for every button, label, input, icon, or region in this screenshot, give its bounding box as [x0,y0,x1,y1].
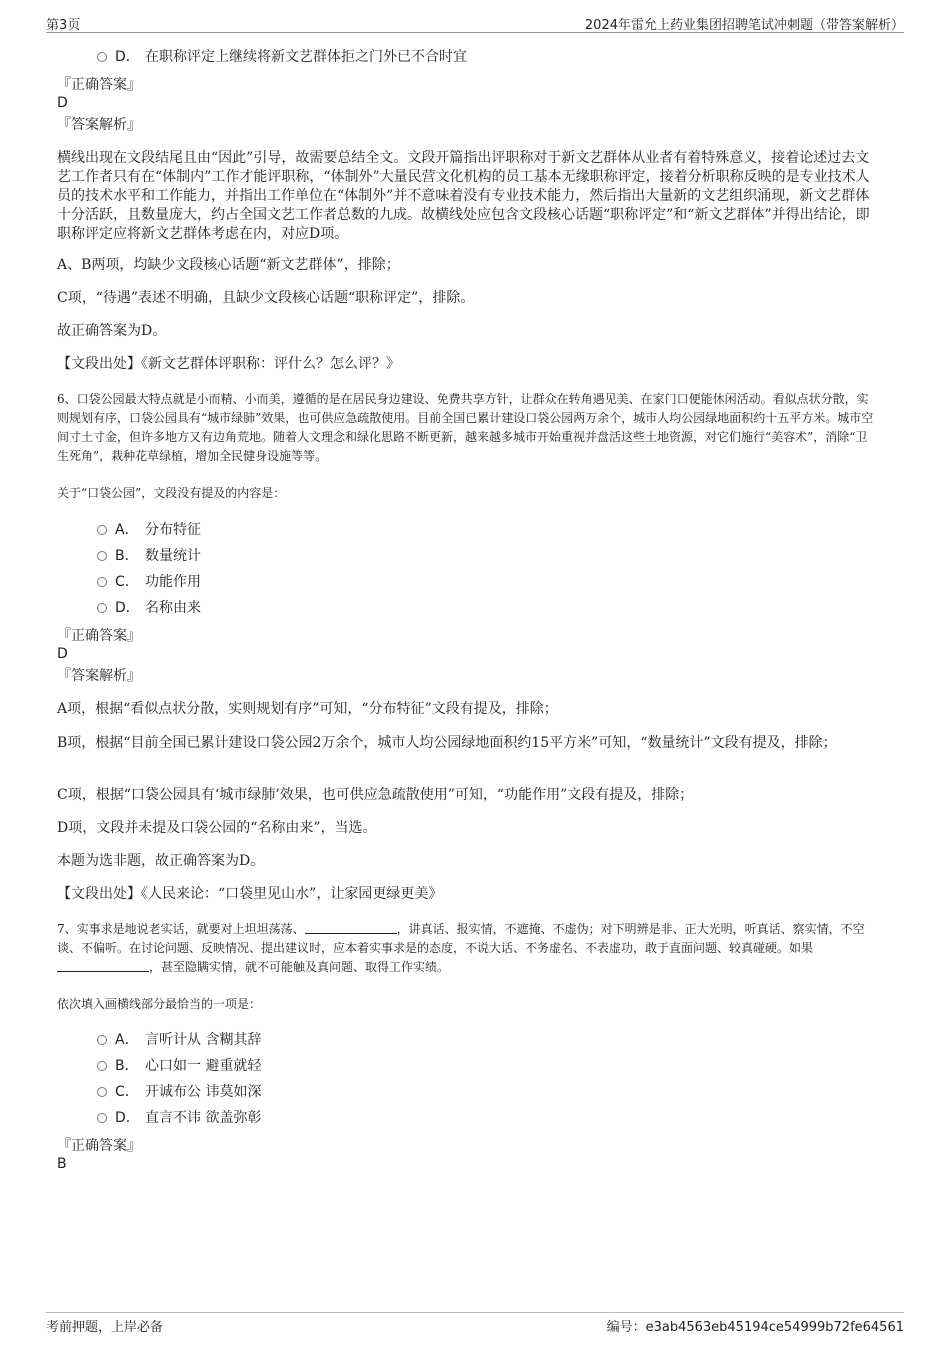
q5-analysis-label: 『答案解析』 [57,117,141,133]
q7-option-a[interactable]: A． 言听计从 含糊其辞 [97,1031,261,1049]
q7-answer: B [57,1156,67,1172]
q7-option-d[interactable]: D． 直言不讳 欲盖弥彰 [97,1109,261,1127]
q6-analysis-b: B项，根据“目前全国已累计建设口袋公园2万余个，城市人均公园绿地面积约15平方米”可知，“数量统计”文段有提及，排除； [57,735,837,751]
q6-question: 关于“口袋公园”，文段没有提及的内容是： [57,486,286,500]
q5-analysis-ab: A、B两项，均缺少文段核心话题“新文艺群体”，排除； [57,257,400,273]
q6-option-d[interactable]: D． 名称由来 [97,599,201,617]
q7-option-b[interactable]: B． 心口如一 避重就轻 [97,1057,261,1075]
q7-option-c[interactable]: C． 开诚布公 讳莫如深 [97,1083,261,1101]
q6-conclusion: 本题为选非题，故正确答案为D。 [57,853,265,869]
page-number: 第3页 [46,18,81,33]
q6-answer: D [57,646,68,662]
radio-icon[interactable] [97,1113,107,1123]
q7-answer-label: 『正确答案』 [57,1138,141,1154]
q6-option-c[interactable]: C． 功能作用 [97,573,201,591]
radio-icon[interactable] [97,1035,107,1045]
q6-option-a[interactable]: A． 分布特征 [97,521,201,539]
document-title: 2024年雷允上药业集团招聘笔试冲刺题（带答案解析） [584,18,904,33]
q6-analysis-d: D项，文段并未提及口袋公园的“名称由来”，当选。 [57,820,377,836]
q5-source: 【文段出处】《新文艺群体评职称：评什么？怎么评？》 [57,356,400,372]
footer-slogan: 考前押题，上岸必备 [46,1320,164,1335]
q7-question: 依次填入画横线部分最恰当的一项是： [57,997,262,1011]
q6-source: 【文段出处】《人民来论：“口袋里见山水”，让家园更绿更美》 [57,886,443,902]
radio-icon[interactable] [97,525,107,535]
q5-answer: D [57,95,68,111]
q5-analysis-text: 横线出现在文段结尾且由“因此”引导，故需要总结全文。文段开篇指出评职称对于新文艺群体从业者有着特殊意义，接着论述过去文艺工作者只有在“体制内”工作才能评职称，“体制外”大量民营文化机构的员工基本无缘职称评定，接着分析职称反映的是专业技术人员的技术水平和工作能力，并指出工作单位在“体制外”并不意味着没有专业技术能力，然后指出大量新的文艺组织涌现，新文艺群体十分活跃，且数量庞大，约占全国文艺工作者总数的九成。故横线处应包含文段核心话题“职称评定”和“新文艺群体”并得出结论，即职称评定应将新文艺群体考虑在内，对应D项。 [57,150,870,242]
q7-stem: 7、实事求是地说老实话，就要对上坦坦荡荡、 ，讲真话、报实情，不遮掩、不虚伪；对下明辨是非、正大光明，听真话、察实情，不空谈、不偏听。在讨论问题、反映情况、提出建议时，应本着实事求是的态度，不说大话、不务虚名、不表虚功，敢于直面问题、较真碰硬。如果，甚至隐瞒实情，就不可能触及真问题、取得工作实绩。 [57,922,865,974]
document-code: 编号：e3ab4563eb45194ce54999b72fe64561 [606,1320,904,1335]
q5-option-d[interactable]: D． 在职称评定上继续将新文艺群体拒之门外已不合时宜 [97,48,467,66]
q6-option-b[interactable]: B． 数量统计 [97,547,201,565]
q6-analysis-c: C项，根据“口袋公园具有‘城市绿肺’效果，也可供应急疏散使用”可知，“功能作用”文段有提及，排除； [57,787,694,803]
page-header [46,12,904,33]
blank-1 [305,921,397,934]
q6-analysis-a: A项，根据“看似点状分散，实则规划有序”可知，“分布特征”文段有提及，排除； [57,701,558,717]
q6-answer-label: 『正确答案』 [57,628,141,644]
q6-stem: 6、口袋公园最大特点就是小而精、小而美，遵循的是在居民身边建设、免费共享方针，让群众在转角遇见美、在家门口便能休闲活动。看似点状分散，实则规划有序，口袋公园具有“城市绿肺”效果，也可供应急疏散使用。目前全国已累计建设口袋公园两万余个，城市人均公园绿地面积约十五平方米。城市空间寸土寸金，但许多地方又有边角荒地。随着人文理念和绿化思路不断更新，越来越多城市开始重视并盘活这些土地资源，对它们施行“美容术”，消除“卫生死角”，栽种花草绿植，增加全民健身设施等等。 [57,392,874,463]
q6-analysis-label: 『答案解析』 [57,668,141,684]
q5-analysis-c: C项，“待遇”表述不明确，且缺少文段核心话题“职称评定”，排除。 [57,290,475,306]
radio-icon[interactable] [97,1087,107,1097]
q5-conclusion: 故正确答案为D。 [57,323,167,339]
radio-icon[interactable] [97,603,107,613]
q5-answer-label: 『正确答案』 [57,77,141,93]
radio-icon[interactable] [97,1061,107,1071]
blank-2 [57,959,149,972]
page-footer [46,1312,904,1337]
radio-icon[interactable] [97,52,107,62]
radio-icon[interactable] [97,577,107,587]
radio-icon[interactable] [97,551,107,561]
